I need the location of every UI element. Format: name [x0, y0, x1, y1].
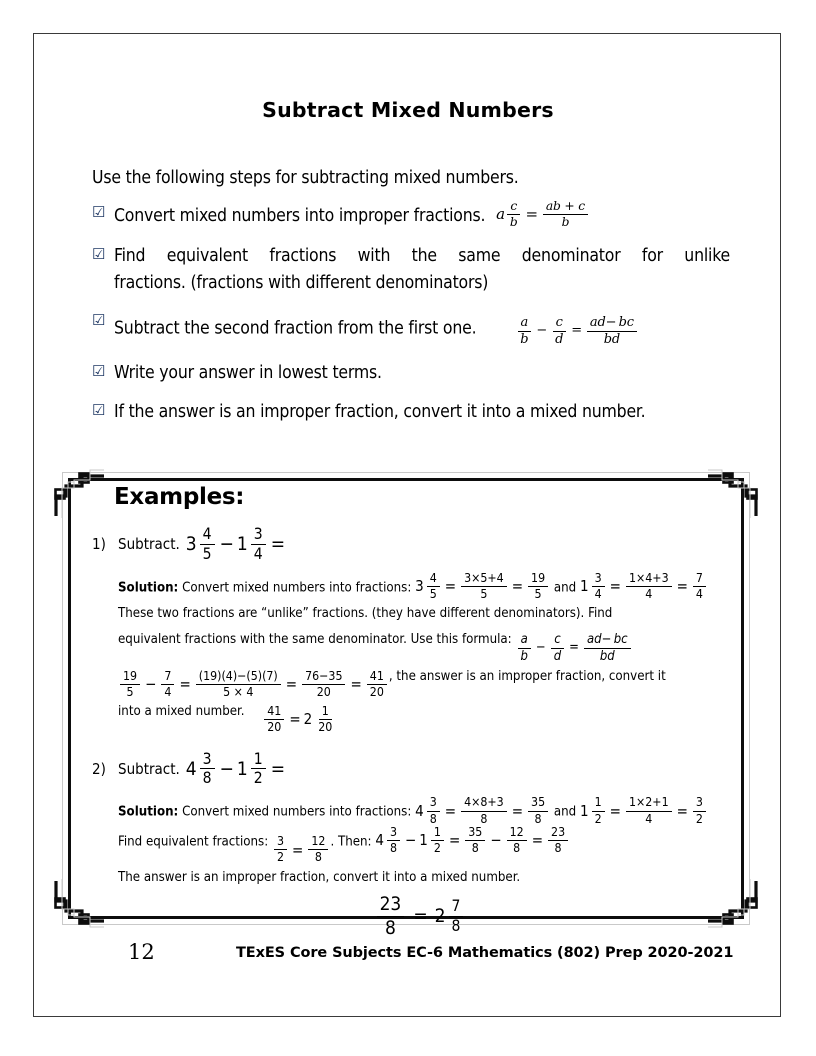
step-1-formula: a $\frac{c}{b}$ = $\frac{ab + c}{b}$: [496, 200, 590, 230]
step-5-text: If the answer is an improper fraction, convert it into a mixed number.: [114, 401, 646, 422]
solution-2-line-3: The answer is an improper fraction, convert it into a mixed number.: [118, 869, 521, 885]
solution-1-line-3-text: equivalent fractions with the same denominator. Use this formula:: [118, 631, 512, 647]
solution-2-line-2: [118, 826, 722, 865]
step-1-body: [114, 201, 730, 231]
step-3-formula: $\frac{a}{b}$ − $\frac{c}{d}$ = $\frac{ad- bc}{bd}$: [515, 308, 639, 347]
examples-box: [52, 466, 760, 939]
checkbox-check-icon: ☑: [92, 362, 106, 380]
step-item-5: [92, 399, 730, 426]
steps-section: [92, 168, 730, 438]
solution-1-line-5-text: into a mixed number.: [118, 704, 245, 720]
solution-1-line-1-text: Convert mixed numbers into fractions:: [182, 579, 412, 595]
solution-2-label: Solution:: [118, 804, 179, 820]
step-3-text: Subtract the second fraction from the first one.: [114, 318, 477, 339]
step-item-3: [92, 309, 730, 348]
solution-1-line-3: [118, 627, 722, 664]
solution-1-conversion-1: 3 $\frac{4}{5}$ = $\frac{3\times 5+4}{5}$ = $\frac{19}{5}$: [415, 572, 550, 602]
checkbox-check-icon: ☑: [92, 311, 106, 329]
step-3-body: [114, 309, 730, 348]
example-problem-1: [92, 526, 722, 735]
solution-2-conversion-1: 4 $\frac{3}{8}$ = $\frac{4\times 8+3}{8}$ = $\frac{35}{8}$: [415, 796, 550, 826]
problem-1-prompt: Subtract.: [118, 535, 180, 554]
problem-1-statement: [92, 526, 722, 563]
solution-1-computation: $\frac{19}{5}$ − $\frac{7}{4}$ = $\frac{(19)(4)-(5)(7)}{5 \times 4}$ = $\frac{76-35}{20}$ = $\frac{41}{20}$: [118, 670, 389, 700]
solution-1-conversion-2: 1 $\frac{3}{4}$ = $\frac{1\times 4+3}{4}$ = $\frac{7}{4}$: [580, 572, 708, 602]
solution-1-line-4: [118, 664, 722, 700]
step-item-2: [92, 243, 730, 297]
solution-2-line-1-text: Convert mixed numbers into fractions:: [182, 804, 412, 820]
step-2-body: [114, 243, 730, 297]
step-2-text-line-2: fractions. (fractions with different denominators): [114, 272, 489, 293]
solution-1-final-conversion: $\frac{41}{20}$ = 2 $\frac{1}{20}$: [262, 705, 337, 735]
problem-1-solution: [118, 572, 722, 735]
solution-2-equivalent-fraction: $\frac{3}{2}$ = $\frac{12}{8}$: [272, 835, 330, 865]
solution-2-final-answer: $\frac{23}{8}$ = 2 $\frac{7}{8}$: [375, 894, 466, 938]
checkbox-check-icon: ☑: [92, 204, 106, 221]
solution-2-conversion-2: 1 $\frac{1}{2}$ = $\frac{1\times 2+1}{4}$ = $\frac{3}{2}$: [580, 796, 708, 826]
solution-1-label: Solution:: [118, 579, 179, 595]
solution-2-chain: 4 $\frac{3}{8}$ − 1 $\frac{1}{2}$ = $\frac{35}{8}$ − $\frac{12}{8}$ = $\frac{23}{8}$: [375, 826, 570, 856]
solution-1-line-1: [118, 572, 722, 602]
solution-1-join: and: [553, 579, 577, 595]
solution-2-then-text: . Then:: [330, 834, 372, 850]
intro-text: Use the following steps for subtracting mixed numbers.: [92, 168, 519, 188]
problem-2-solution: [118, 796, 722, 938]
step-1-text: Convert mixed numbers into improper fractions.: [114, 205, 486, 226]
step-2-text-line-1: Find equivalent fractions with the same denominator for unlike: [114, 245, 730, 266]
solution-2-line-1: [118, 796, 722, 826]
checkbox-check-icon: ☑: [92, 245, 106, 263]
step-4-text: Write your answer in lowest terms.: [114, 362, 382, 383]
solution-1-line-2: These two fractions are “unlike” fractions. (they have different denominators). Find: [118, 606, 613, 622]
solution-1-line-5: [118, 699, 722, 735]
step-item-4: [92, 360, 730, 387]
problem-1-number: 1): [92, 535, 106, 554]
checkbox-check-icon: ☑: [92, 401, 106, 419]
examples-content: [92, 484, 722, 944]
page-footer: [0, 940, 816, 980]
solution-2-join: and: [553, 804, 577, 820]
examples-heading: Examples:: [114, 484, 245, 510]
problem-2-prompt: Subtract.: [118, 759, 180, 778]
solution-1-general-formula: $\frac{a}{b}$ − $\frac{c}{d}$ = $\frac{ad- bc}{bd}$: [515, 633, 632, 664]
problem-2-expression: 4 $\frac{3}{8}$ − 1 $\frac{1}{2}$ =: [185, 749, 286, 788]
example-problem-2: [92, 751, 722, 938]
solution-2-line-2-text: Find equivalent fractions:: [118, 834, 269, 850]
page-number: 12: [128, 940, 155, 964]
solution-2-display-equation: [118, 894, 722, 938]
page-title: Subtract Mixed Numbers: [262, 98, 554, 122]
problem-2-statement: [92, 751, 722, 788]
problem-2-number: 2): [92, 759, 106, 778]
problem-1-expression: 3 $\frac{4}{5}$ − 1 $\frac{3}{4}$ =: [185, 525, 286, 563]
footer-title: TExES Core Subjects EC-6 Mathematics (802) Prep 2020-2021: [236, 945, 734, 961]
solution-1-line-4-tail: , the answer is an improper fraction, convert it: [388, 668, 666, 684]
step-item-1: [92, 201, 730, 231]
